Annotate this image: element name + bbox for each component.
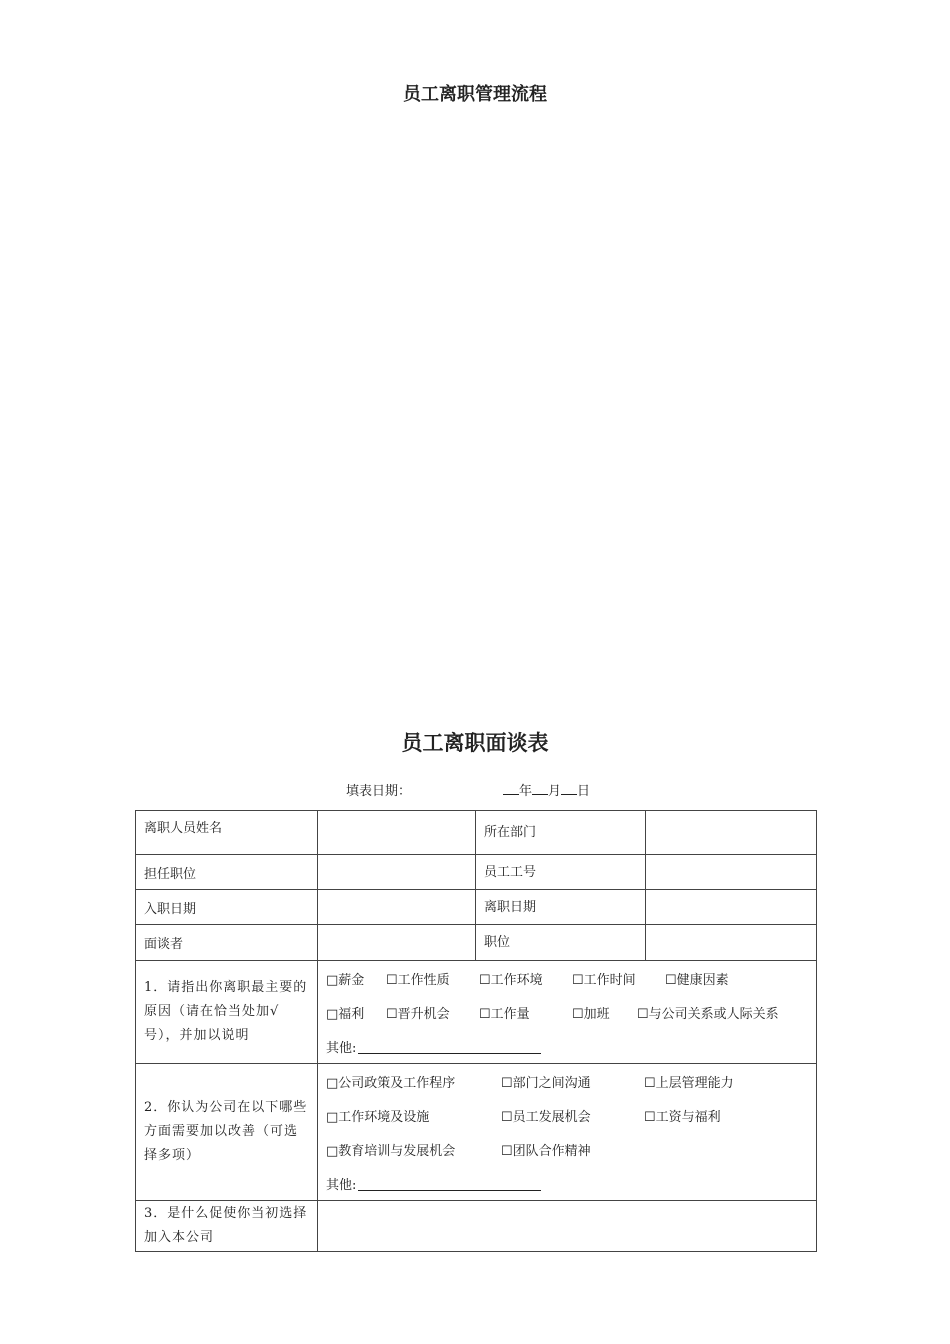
year-label: 年 <box>519 784 533 799</box>
interviewer-position-label: 职位 <box>476 925 646 961</box>
position-held-label: 担任职位 <box>136 855 318 890</box>
q1-option-benefits[interactable]: □福利 <box>326 1006 365 1022</box>
month-label: 月 <box>548 784 562 799</box>
table-row <box>136 890 817 925</box>
fill-date-label: 填表日期： <box>346 784 412 799</box>
q1-option-work-environment[interactable]: ☐工作环境 <box>479 972 543 988</box>
q2-options-row-3 <box>326 1132 808 1166</box>
q1-option-health[interactable]: ☐健康因素 <box>665 972 729 988</box>
q1-option-workload[interactable]: ☐工作量 <box>479 1006 530 1022</box>
q1-option-promotion[interactable]: ☐晋升机会 <box>386 1006 450 1022</box>
q1-label: 1．请指出你离职最主要的原因（请在恰当处加√号），并加以说明 <box>136 961 318 1064</box>
employee-id-value-cell[interactable] <box>646 855 817 890</box>
interviewer-label: 面谈者 <box>136 925 318 961</box>
day-blank[interactable] <box>561 782 577 795</box>
q2-option-teamwork[interactable]: ☐团队合作精神 <box>501 1143 591 1159</box>
exit-interview-table <box>135 810 817 1252</box>
table-row <box>136 855 817 890</box>
q2-other-label: 其他: <box>326 1177 357 1193</box>
q1-other-label: 其他: <box>326 1040 357 1056</box>
q2-options-cell <box>318 1064 817 1201</box>
leave-date-value-cell[interactable] <box>646 890 817 925</box>
month-blank[interactable] <box>532 782 548 795</box>
table-row <box>136 961 817 1064</box>
q2-other-input-line[interactable] <box>358 1176 541 1191</box>
table-row <box>136 811 817 855</box>
q3-label: 3．是什么促使你当初选择加入本公司 <box>136 1201 318 1252</box>
q2-option-environment-facilities[interactable]: □工作环境及设施 <box>326 1109 430 1125</box>
employee-id-label: 员工工号 <box>476 855 646 890</box>
q2-option-interdept-communication[interactable]: ☐部门之间沟通 <box>501 1075 591 1091</box>
q1-option-work-hours[interactable]: ☐工作时间 <box>572 972 636 988</box>
table-row <box>136 1201 817 1252</box>
interviewer-position-value-cell[interactable] <box>646 925 817 961</box>
q2-options-row-2 <box>326 1098 808 1132</box>
q1-other-input-line[interactable] <box>358 1039 541 1054</box>
position-held-value-cell[interactable] <box>318 855 476 890</box>
year-blank[interactable] <box>503 782 519 795</box>
q2-options-row-1 <box>326 1064 808 1098</box>
document-title: 员工离职管理流程 <box>403 84 547 105</box>
department-label: 所在部门 <box>476 811 646 855</box>
q2-option-management-ability[interactable]: ☐上层管理能力 <box>644 1075 734 1091</box>
hire-date-value-cell[interactable] <box>318 890 476 925</box>
name-value-cell[interactable] <box>318 811 476 855</box>
table-row <box>136 925 817 961</box>
table-row <box>136 1064 817 1201</box>
q1-options-row-1 <box>326 961 808 995</box>
day-label: 日 <box>577 784 591 799</box>
hire-date-label: 入职日期 <box>136 890 318 925</box>
name-label: 离职人员姓名 <box>136 811 318 855</box>
leave-date-label: 离职日期 <box>476 890 646 925</box>
q3-answer-cell[interactable] <box>318 1201 817 1252</box>
q1-option-relationships[interactable]: ☐与公司关系或人际关系 <box>637 1006 779 1022</box>
q1-option-overtime[interactable]: ☐加班 <box>572 1006 610 1022</box>
q2-option-training[interactable]: □教育培训与发展机会 <box>326 1143 456 1159</box>
q1-other-row <box>326 1029 808 1063</box>
department-value-cell[interactable] <box>646 811 817 855</box>
q1-option-job-nature[interactable]: ☐工作性质 <box>386 972 450 988</box>
q2-option-employee-development[interactable]: ☐员工发展机会 <box>501 1109 591 1125</box>
interviewer-value-cell[interactable] <box>318 925 476 961</box>
form-title: 员工离职面谈表 <box>401 731 549 755</box>
q2-other-row <box>326 1166 808 1200</box>
q1-options-row-2 <box>326 995 808 1029</box>
q1-options-cell <box>318 961 817 1064</box>
q2-option-pay-benefits[interactable]: ☐工资与福利 <box>644 1109 721 1125</box>
q2-label: 2．你认为公司在以下哪些方面需要加以改善（可选择多项） <box>136 1064 318 1201</box>
fill-date-line <box>346 780 590 799</box>
q1-option-salary[interactable]: □薪金 <box>326 972 365 988</box>
q2-option-policy-procedure[interactable]: □公司政策及工作程序 <box>326 1075 456 1091</box>
